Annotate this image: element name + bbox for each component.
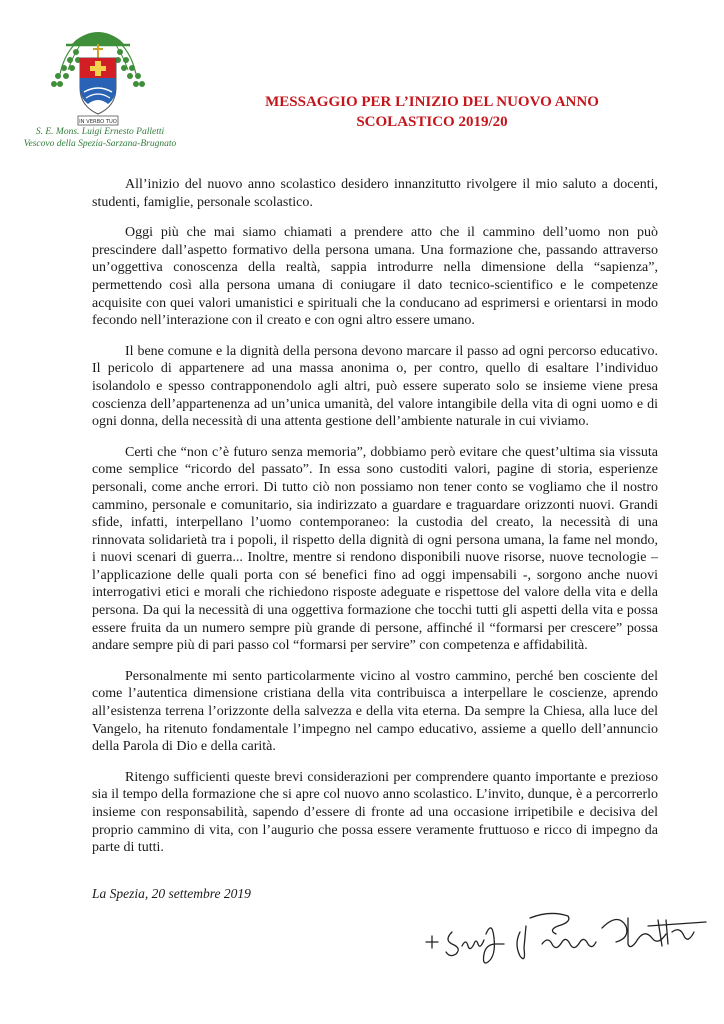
handwritten-signature-icon bbox=[422, 904, 712, 970]
date-line: La Spezia, 20 settembre 2019 bbox=[92, 886, 251, 901]
title-line-2: SCOLASTICO 2019/20 bbox=[356, 114, 508, 130]
title-line-1: MESSAGGIO PER L’INIZIO DEL NUOVO ANNO bbox=[265, 94, 599, 110]
bishop-caption bbox=[16, 126, 184, 150]
page-title bbox=[232, 92, 632, 132]
paragraph: Personalmente mi sento particolarmente vicino al vostro cammino, perché ben cosciente del come l’autentica dimensione cristiana della vita contribuisca a interpellare le coscienze, aprendo all’esistenza terrena l’orizzonte della salvezza e della vita eterna. Da sempre la Chiesa, alla luce del Vangelo, ha ritenuto fondamentale l’impegno nel campo educativo, assieme a quello dell’annuncio della Parola di Dio e della carità. bbox=[92, 668, 658, 755]
paragraph: Certi che “non c’è futuro senza memoria”, dobbiamo però evitare che quest’ultima sia vissuta come semplice “ricordo del passato”. In essa sono custoditi valori, pagine di storia, esperienze personali, come anche errori. Di tutto ciò non possiamo non tener conto se vogliamo che il nostro cammino, personale e comunitario, sia indirizzato a guardare e traguardare orizzonti nuovi. Grandi sfide, infatti, interpellano l’uomo contemporaneo: la custodia del creato, la necessità di una rinnovata solidarietà tra i popoli, il rispetto della dignità di ogni persona umana, la fame nel mondo, i nuovi scenari di guerra... Inoltre, mentre si rendono disponibili nuove risorse, nuove tecnologie – l’applicazione delle quali porta con sé benefici fino ad oggi impensabili -, sorgono anche nuovi interrogativi etici e morali che richiedono risposte adeguate e rispettose del valore della vita e della persona. Da qui la necessità di una oggettiva formazione che tocchi tutti gli aspetti della vita e possa essere fruita da un numero sempre più grande di persone, affinché il “formarsi per crescere” possa andare sempre più di pari passo col “formarsi per servire” con competenza e affidabilità. bbox=[92, 444, 658, 654]
paragraph: Il bene comune e la dignità della persona devono marcare il passo ad ogni percorso educativo. Il pericolo di appartenere ad una massa anonima o, per contro, quello di esaltare l’individuo isolandolo e spesso contrapponendolo agli altri, può essere superato solo se insieme viene presa coscienza dell’appartenenza ad un’unica umanità, del valore intangibile della vita di ogni uomo e di ogni donna, della necessità di una attenta gestione dell’ambiente naturale in cui viviamo. bbox=[92, 343, 658, 430]
paragraph: All’inizio del nuovo anno scolastico desidero innanzitutto rivolgere il mio saluto a docenti, studenti, famiglie, personale scolastico. bbox=[92, 177, 658, 210]
episcopal-coat-of-arms-icon bbox=[46, 26, 150, 128]
crest-motto: IN VERBO TUO bbox=[79, 119, 117, 125]
caption-line-name: S. E. Mons. Luigi Ernesto Palletti bbox=[35, 127, 165, 137]
caption-line-title: Vescovo della Spezia-Sarzana-Brugnato bbox=[23, 139, 177, 149]
message-body bbox=[92, 176, 658, 870]
paragraph: Ritengo sufficienti queste brevi considerazioni per comprendere quanto importante e prezioso sia il tempo della formazione che si apre col nuovo anno scolastico. L’invito, dunque, è a percorrerlo insieme con responsabilità, sapendo d’essere di fronte ad una occasione irripetibile e decisiva del proprio cammino di vita, con l’augurio che possa essere veramente fruttuoso e ricco di impegno da parte di tutti. bbox=[92, 769, 658, 856]
paragraph: Oggi più che mai siamo chiamati a prendere atto che il cammino dell’uomo non può prescindere dall’aspetto formativo della persona umana. Una formazione che, passando attraverso un’oggettiva conoscenza della realtà, sappia introdurre nella dimensione della “sapienza”, permettendo così alla persona umana di coniugare il dato tecnico-scientifico e le competenze acquisite con quei valori umanistici e spirituali che la conducano ad esprimersi e orientarsi in modo fecondo nell’interazione con il creato e con ogni altro essere umano. bbox=[92, 225, 658, 329]
